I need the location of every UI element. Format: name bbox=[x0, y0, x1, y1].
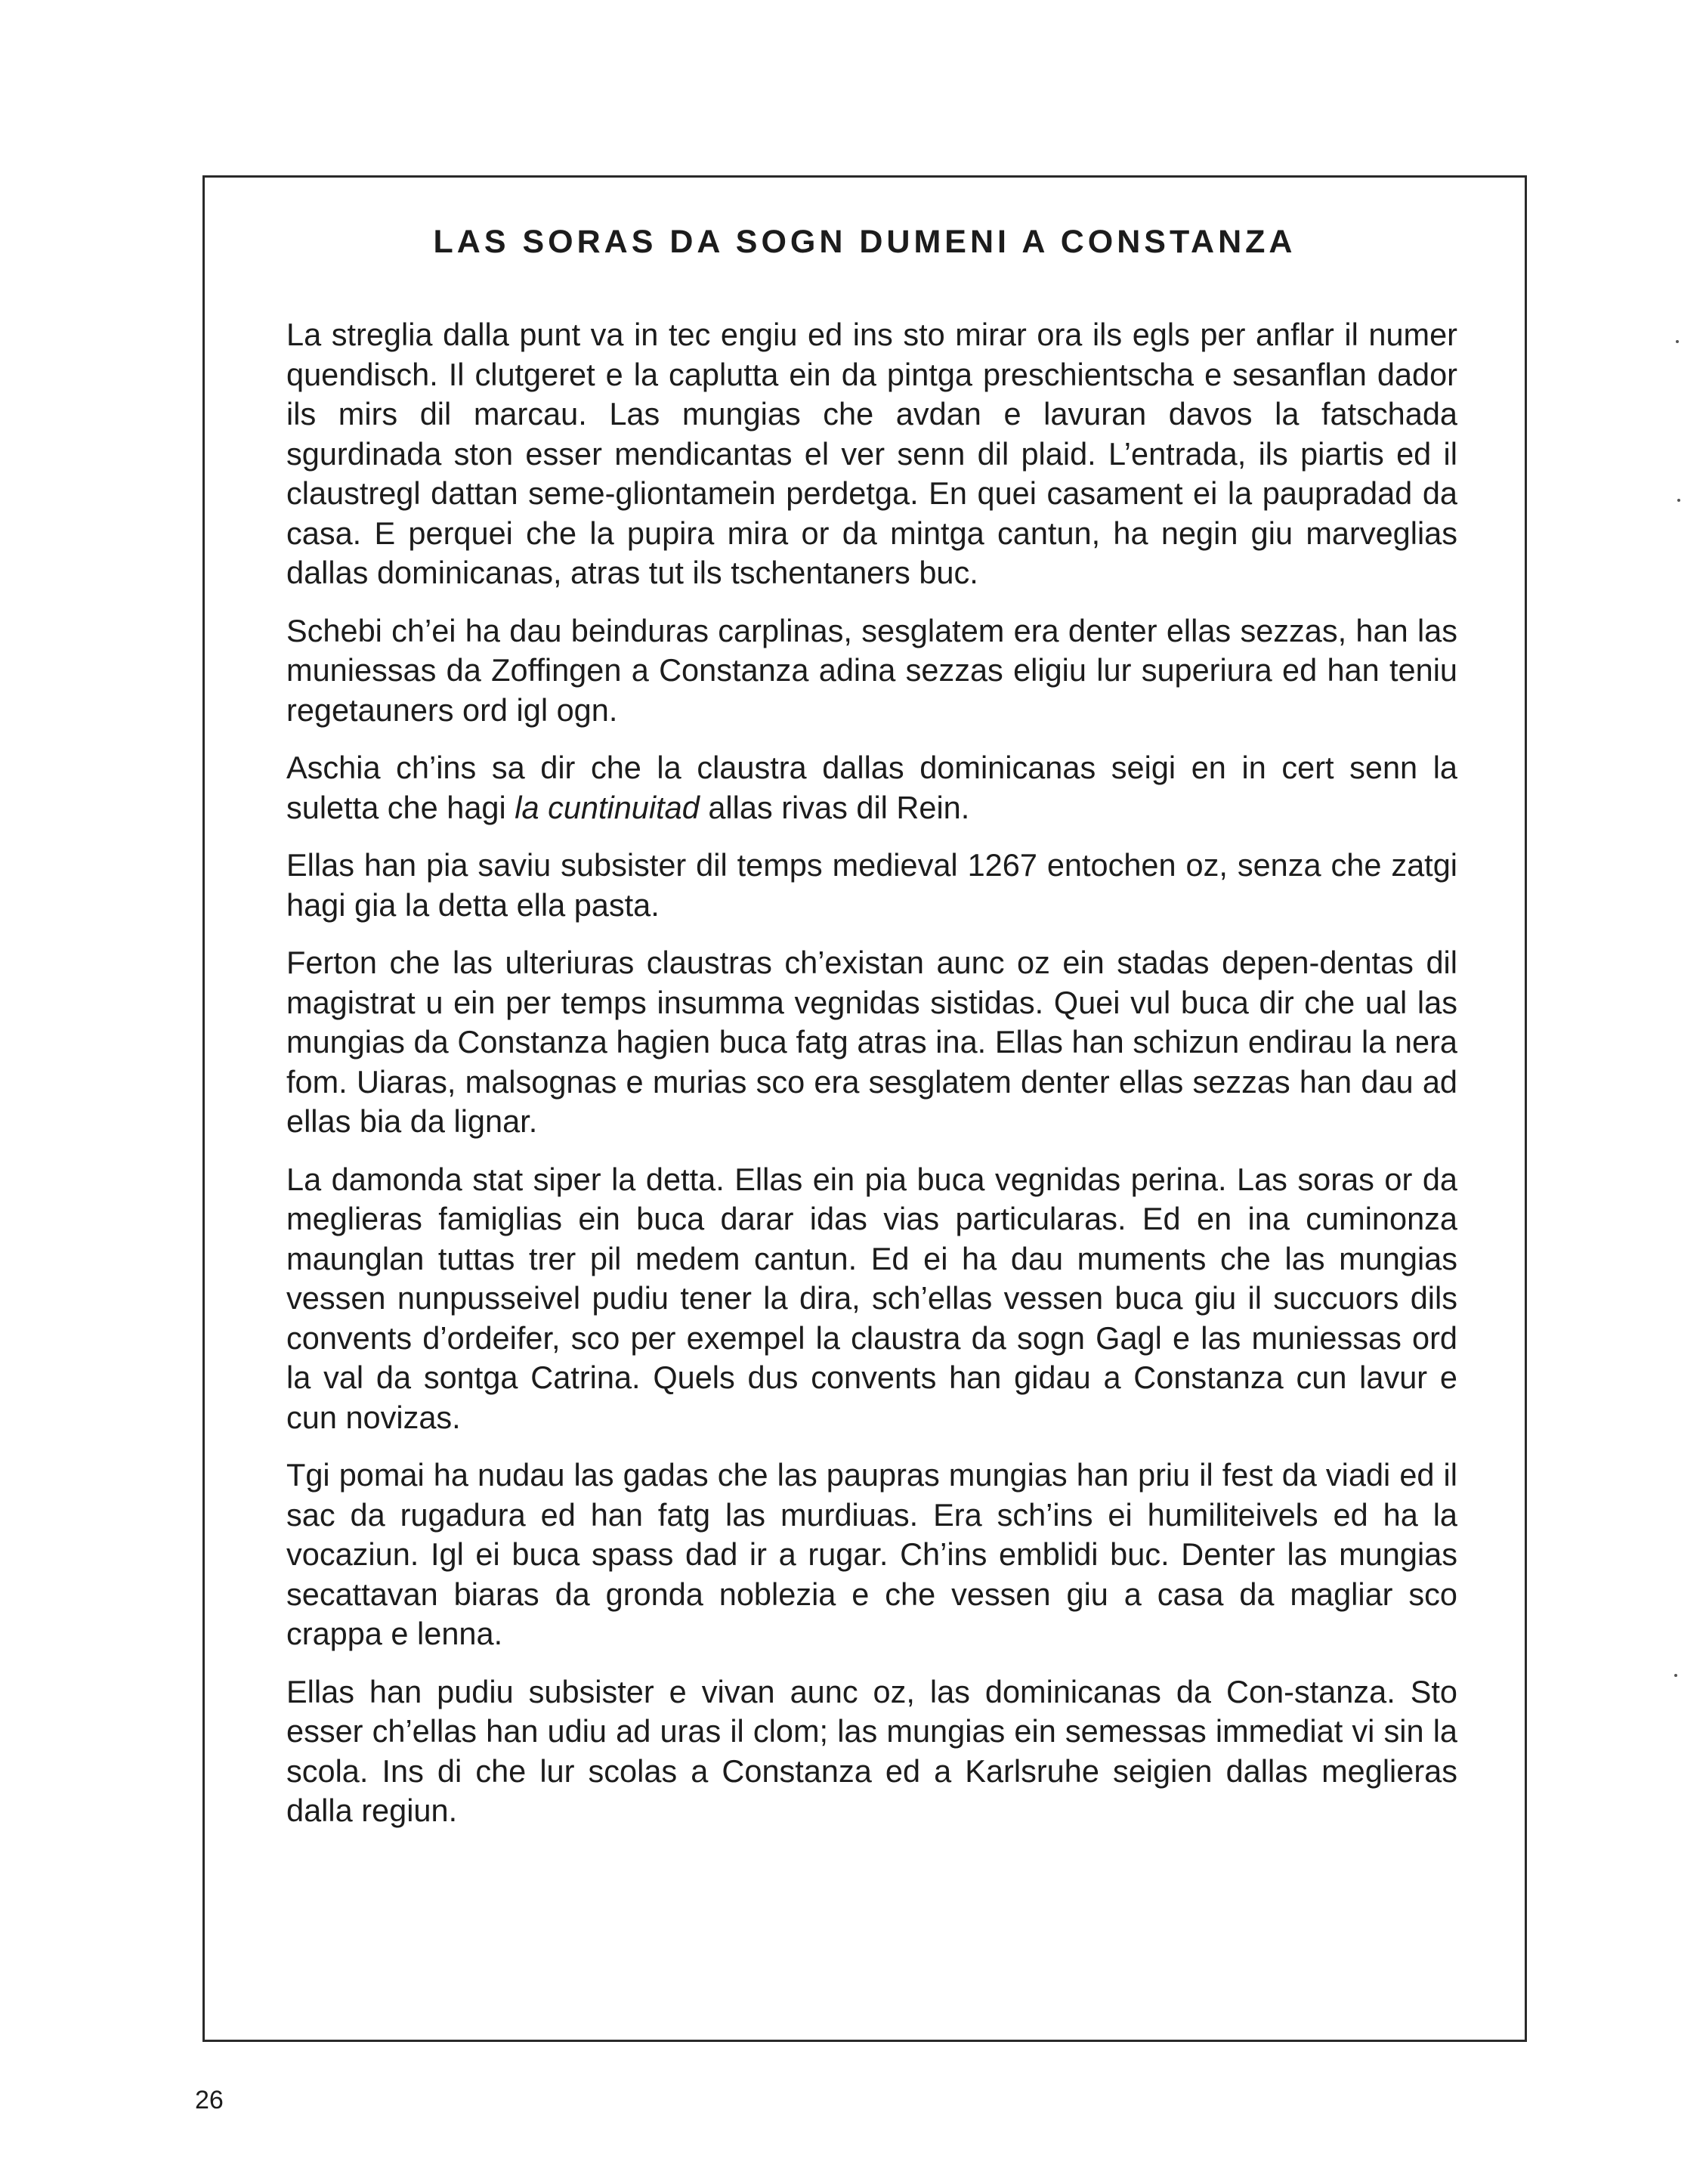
article-frame bbox=[202, 175, 1527, 2042]
paragraph-7: Tgi pomai ha nudau las gadas che las paupras mungias han priu il fest da viadi ed il sac da rugadura ed han fatg las murdiuas. Era sch’ins ei humiliteivels ed ha la vocaziun. Igl ei buca spass dad ir a rugar. Ch’ins emblidi buc. Denter las mungias secattavan biaras da gronda noblezia e che vessen giu a casa da magliar sco crappa e lenna. bbox=[286, 1457, 1457, 1651]
scan-speck bbox=[1674, 1674, 1677, 1677]
article-title: LAS SORAS DA SOGN DUMENI A CONSTANZA bbox=[433, 224, 1296, 260]
scan-speck bbox=[1677, 499, 1680, 502]
paragraph-5: Ferton che las ulteriuras claustras ch’existan aunc oz ein stadas depen-dentas dil magistrat u ein per temps insumma vegnidas sistidas. Quei vul buca dir che ual las mungias da Constanza hagien buca fatg atras ina. Ellas han schizun endirau la nera fom. Uiaras, malsognas e murias sco era sesglatem denter ellas sezzas han dau ad ellas bia da lignar. bbox=[286, 945, 1457, 1139]
paragraph-4: Ellas han pia saviu subsister dil temps medieval 1267 entochen oz, senza che zatgi hagi gia la detta ella pasta. bbox=[286, 847, 1457, 923]
article-body bbox=[286, 315, 1457, 1849]
emphasis-cuntinuitad: la cuntinuitad bbox=[515, 789, 700, 825]
paragraph-2: Schebi ch’ei ha dau beinduras carplinas, sesglatem era denter ellas sezzas, han las muniessas da Zoffingen a Constanza adina sezzas eligiu lur superiura ed han teniu regetauners ord igl ogn. bbox=[286, 612, 1457, 728]
paragraph-3-tail: allas rivas dil Rein. bbox=[699, 789, 970, 825]
paragraph-3-lead: Aschia ch’ins sa dir che la claustra dallas dominicanas seigi en in cert senn la suletta che hagi bbox=[286, 750, 1457, 825]
paragraph-8: Ellas han pudiu subsister e vivan aunc oz, las dominicanas da Con-stanza. Sto esser ch’ellas han udiu ad uras il clom; las mungias ein semessas immediat vi sin la scola. Ins di che lur scolas a Constanza ed a Karlsruhe seigien dallas meglieras dalla regiun. bbox=[286, 1673, 1457, 1828]
scan-speck bbox=[1676, 340, 1679, 343]
page-number: 26 bbox=[195, 2086, 224, 2114]
paragraph-1: La streglia dalla punt va in tec engiu ed ins sto mirar ora ils egls per anflar il numer quendisch. Il clutgeret e la caplutta ein da pintga preschientscha e sesanflan dador ils mirs dil marcau. Las mungias che avdan e lavuran davos la fatschada sgurdinada ston esser mendicantas el ver senn dil plaid. L’entrada, ils piartis ed il claustregl dattan seme-gliontamein perdetga. En quei casament ei la paupradad da casa. E perquei che la pupira mira or da mintga cantun, ha negin giu marveglias dallas dominicanas, atras tut ils tschentaners buc. bbox=[286, 317, 1457, 590]
paragraph-6: La damonda stat siper la detta. Ellas ein pia buca vegnidas perina. Las soras or da meglieras famiglias ein buca darar idas vias particularas. Ed en ina cuminonza maunglan tuttas trer pil medem cantun. Ed ei ha dau muments che las mungias vessen nunpusseivel pudiu tener la dira, sch’ellas vessen buca giu il succuors dils convents d’ordeifer, sco per exempel la claustra da sogn Gagl e las muniessas ord la val da sontga Catrina. Quels dus convents han gidau a Constanza cun lavur e cun novizas. bbox=[286, 1161, 1457, 1435]
paragraph-3 bbox=[286, 748, 1457, 828]
